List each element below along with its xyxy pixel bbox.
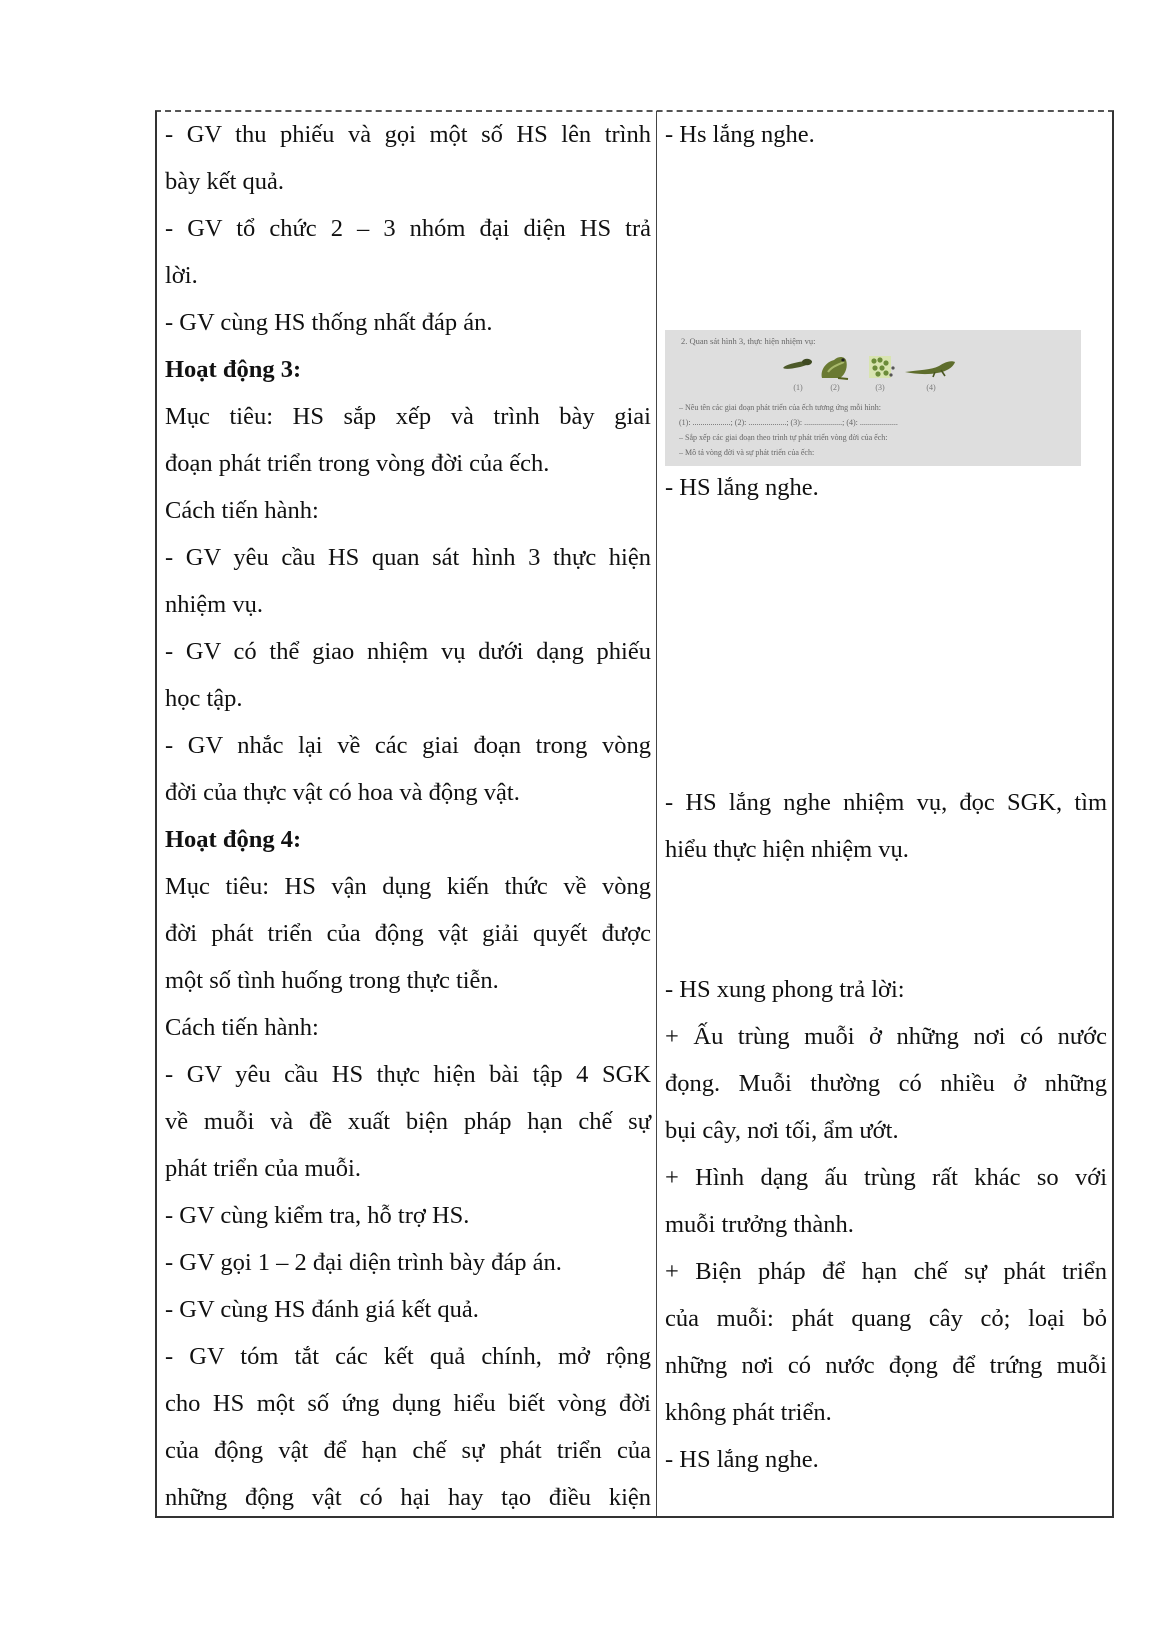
text-line: Cách tiến hành:	[165, 1014, 319, 1041]
text-line: đời của thực vật có hoa và động vật.	[165, 779, 520, 806]
frog-icon: (2)	[810, 352, 860, 392]
frog-eggs-icon: (3)	[855, 352, 905, 392]
text-line: - GV nhắc lại về các giai đoạn trong vòng	[165, 732, 651, 759]
text-line: - HS lắng nghe.	[665, 1446, 819, 1473]
text-line: đoạn phát triển trong vòng đời của ếch.	[165, 450, 550, 477]
text-line: Mục tiêu: HS vận dụng kiến thức về vòng	[165, 873, 651, 900]
text-line: + Ấu trùng muỗi ở những nơi có nước	[665, 1023, 1107, 1050]
text-line: Cách tiến hành:	[165, 497, 319, 524]
text-line: đời phát triển của động vật giải quyết được	[165, 920, 651, 947]
froglet-icon: (4)	[901, 352, 961, 392]
text-line: - GV thu phiếu và gọi một số HS lên trình	[165, 121, 651, 148]
text-line: hiểu thực hiện nhiệm vụ.	[665, 836, 909, 863]
text-line: nhiệm vụ.	[165, 591, 263, 618]
text-line: - GV cùng HS đánh giá kết quả.	[165, 1296, 479, 1323]
text-line: bày kết quả.	[165, 168, 285, 195]
text-line: - HS xung phong trả lời:	[665, 976, 905, 1003]
text-line: - HS lắng nghe.	[665, 474, 819, 501]
text-line: muỗi trưởng thành.	[665, 1211, 854, 1238]
text-line: những nơi có nước đọng để trứng muỗi	[665, 1352, 1107, 1379]
column-divider	[656, 111, 657, 1516]
figure-title: 2. Quan sát hình 3, thực hiện nhiệm vụ:	[681, 336, 816, 346]
text-line: lời.	[165, 262, 198, 289]
figure-line: – Sắp xếp các giai đoạn theo trình tự phát triển vòng đời của ếch:	[679, 433, 888, 442]
lesson-plan-table	[155, 111, 1114, 1518]
figure-line: – Nêu tên các giai đoạn phát triển của ếch tương ứng mỗi hình:	[679, 403, 881, 412]
figure-instructions	[679, 400, 1071, 460]
figure-line: – Mô tả vòng đời và sự phát triển của ếch:	[679, 448, 815, 457]
worksheet-figure	[665, 330, 1081, 466]
text-line: một số tình huống trong thực tiễn.	[165, 967, 499, 994]
text-line: - GV có thể giao nhiệm vụ dưới dạng phiếu	[165, 638, 651, 665]
tadpole-icon: (1)	[773, 352, 823, 392]
text-line: bụi cây, nơi tối, ẩm ướt.	[665, 1117, 899, 1144]
text-line: - GV yêu cầu HS quan sát hình 3 thực hiện	[165, 544, 651, 571]
text-line: phát triển của muỗi.	[165, 1155, 361, 1182]
figure-line: (1): ...................; (2): ...................; (3): ...................; (4): ...................	[679, 418, 898, 427]
text-line: những động vật có hại hay tạo điều kiện	[165, 1484, 651, 1511]
text-line: học tập.	[165, 685, 243, 712]
text-line: của động vật để hạn chế sự phát triển của	[165, 1437, 651, 1464]
activity-4-heading: Hoạt động 4:	[165, 826, 302, 853]
text-line: + Hình dạng ấu trùng rất khác so với	[665, 1164, 1107, 1191]
text-line: - GV tổ chức 2 – 3 nhóm đại diện HS trả	[165, 215, 651, 242]
text-line: Mục tiêu: HS sắp xếp và trình bày giai	[165, 403, 651, 430]
text-line: - GV tóm tắt các kết quả chính, mở rộng	[165, 1343, 651, 1370]
frog-life-cycle-images	[665, 352, 1081, 392]
text-line: + Biện pháp để hạn chế sự phát triển	[665, 1258, 1107, 1285]
text-line: - HS lắng nghe nhiệm vụ, đọc SGK, tìm	[665, 789, 1107, 816]
teacher-activities-column	[165, 111, 651, 1521]
text-line: - GV cùng HS thống nhất đáp án.	[165, 309, 493, 336]
text-line: - GV yêu cầu HS thực hiện bài tập 4 SGK	[165, 1061, 651, 1088]
text-line: cho HS một số ứng dụng hiểu biết vòng đời	[165, 1390, 651, 1417]
text-line: - GV gọi 1 – 2 đại diện trình bày đáp án.	[165, 1249, 562, 1276]
student-activities-column	[665, 111, 1107, 1516]
text-line: - GV cùng kiểm tra, hỗ trợ HS.	[165, 1202, 470, 1229]
text-line: - Hs lắng nghe.	[665, 121, 815, 148]
text-line: đọng. Muỗi thường có nhiều ở những	[665, 1070, 1107, 1097]
text-line: của muỗi: phát quang cây cỏ; loại bỏ	[665, 1305, 1107, 1332]
text-line: không phát triển.	[665, 1399, 832, 1426]
text-line: về muỗi và đề xuất biện pháp hạn chế sự	[165, 1108, 651, 1135]
activity-3-heading: Hoạt động 3:	[165, 356, 302, 383]
